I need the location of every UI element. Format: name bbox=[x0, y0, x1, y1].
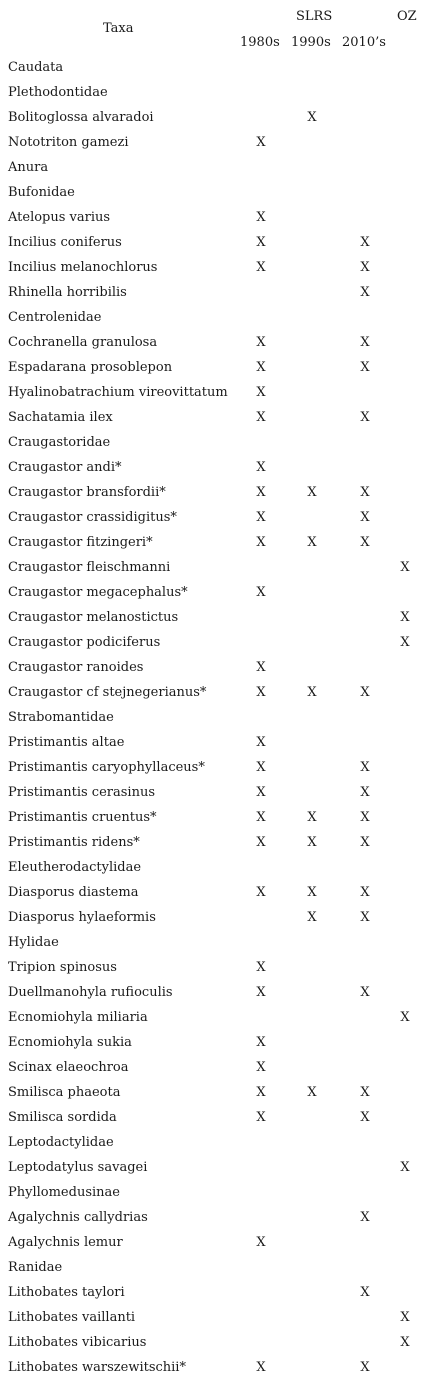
mark-2010s: X bbox=[360, 510, 370, 525]
mark-1980s: X bbox=[256, 460, 266, 475]
mark-1980s: X bbox=[256, 585, 266, 600]
taxon-name: Caudata bbox=[8, 60, 64, 75]
table-row bbox=[0, 605, 425, 630]
table-row bbox=[0, 1255, 425, 1280]
mark-1980s: X bbox=[256, 1110, 266, 1125]
taxa-table-body bbox=[0, 55, 425, 1380]
table-row bbox=[0, 155, 425, 180]
table-row bbox=[0, 905, 425, 930]
taxon-name: Leptodatylus savagei bbox=[8, 1160, 148, 1175]
taxon-name: Craugastor podiciferus bbox=[8, 635, 161, 650]
header-oz: OZ bbox=[397, 9, 417, 24]
mark-1980s: X bbox=[256, 1035, 266, 1050]
table-row bbox=[0, 555, 425, 580]
mark-1980s: X bbox=[256, 785, 266, 800]
table-row bbox=[0, 755, 425, 780]
taxon-name: Smilisca phaeota bbox=[8, 1085, 121, 1100]
taxon-name: Plethodontidae bbox=[8, 85, 108, 100]
mark-2010s: X bbox=[360, 885, 370, 900]
mark-2010s: X bbox=[360, 1285, 370, 1300]
taxon-name: Lithobates warszewitschii* bbox=[8, 1360, 186, 1375]
table-row bbox=[0, 55, 425, 80]
mark-1980s: X bbox=[256, 210, 266, 225]
mark-1980s: X bbox=[256, 485, 266, 500]
table-row bbox=[0, 230, 425, 255]
table-row bbox=[0, 780, 425, 805]
table-row bbox=[0, 655, 425, 680]
taxon-name: Phyllomedusinae bbox=[8, 1185, 120, 1200]
mark-1990s: X bbox=[307, 685, 317, 700]
table-row bbox=[0, 1155, 425, 1180]
mark-2010s: X bbox=[360, 910, 370, 925]
table-row bbox=[0, 805, 425, 830]
table-row bbox=[0, 730, 425, 755]
mark-oz: X bbox=[400, 560, 410, 575]
taxon-name: Leptodactylidae bbox=[8, 1135, 114, 1150]
table-row bbox=[0, 1080, 425, 1105]
mark-2010s: X bbox=[360, 410, 370, 425]
table-row bbox=[0, 105, 425, 130]
mark-1980s: X bbox=[256, 260, 266, 275]
table-row bbox=[0, 130, 425, 155]
table-header bbox=[0, 0, 425, 56]
table-row bbox=[0, 1230, 425, 1255]
taxon-name: Hyalinobatrachium vireovittatum bbox=[8, 385, 228, 400]
mark-1980s: X bbox=[256, 810, 266, 825]
taxon-name: Pristimantis cruentus* bbox=[8, 810, 157, 825]
taxon-name: Lithobates taylori bbox=[8, 1285, 125, 1300]
mark-2010s: X bbox=[360, 285, 370, 300]
mark-1990s: X bbox=[307, 1085, 317, 1100]
taxon-name: Diasporus diastema bbox=[8, 885, 139, 900]
table-row bbox=[0, 955, 425, 980]
mark-1980s: X bbox=[256, 835, 266, 850]
header-period-1990s: 1990s bbox=[291, 35, 331, 50]
table-row bbox=[0, 980, 425, 1005]
table-row bbox=[0, 1030, 425, 1055]
mark-1980s: X bbox=[256, 960, 266, 975]
table-row bbox=[0, 480, 425, 505]
mark-2010s: X bbox=[360, 760, 370, 775]
taxon-name: Agalychnis callydrias bbox=[8, 1210, 148, 1225]
mark-1990s: X bbox=[307, 535, 317, 550]
mark-1980s: X bbox=[256, 885, 266, 900]
mark-2010s: X bbox=[360, 810, 370, 825]
header-period-1980s: 1980s bbox=[240, 35, 280, 50]
taxon-name: Incilius melanochlorus bbox=[8, 260, 158, 275]
table-row bbox=[0, 580, 425, 605]
table-row bbox=[0, 355, 425, 380]
mark-2010s: X bbox=[360, 335, 370, 350]
taxon-name: Espadarana prosoblepon bbox=[8, 360, 173, 375]
table-row bbox=[0, 1280, 425, 1305]
table-row bbox=[0, 855, 425, 880]
taxon-name: Scinax elaeochroa bbox=[8, 1060, 129, 1075]
taxon-name: Craugastor fleischmanni bbox=[8, 560, 171, 575]
mark-2010s: X bbox=[360, 535, 370, 550]
table-row bbox=[0, 455, 425, 480]
table-row bbox=[0, 1205, 425, 1230]
table-row bbox=[0, 205, 425, 230]
table-row bbox=[0, 1330, 425, 1355]
taxon-name: Craugastor cf stejnegerianus* bbox=[8, 685, 207, 700]
mark-1980s: X bbox=[256, 135, 266, 150]
table-row bbox=[0, 1130, 425, 1155]
table-row bbox=[0, 880, 425, 905]
table-row bbox=[0, 505, 425, 530]
taxon-name: Eleutherodactylidae bbox=[8, 860, 142, 875]
mark-2010s: X bbox=[360, 1110, 370, 1125]
mark-1980s: X bbox=[256, 1235, 266, 1250]
mark-oz: X bbox=[400, 1010, 410, 1025]
taxon-name: Smilisca sordida bbox=[8, 1110, 117, 1125]
taxon-name: Craugastoridae bbox=[8, 435, 111, 450]
taxon-name: Lithobates vibicarius bbox=[8, 1335, 147, 1350]
taxon-name: Rhinella horribilis bbox=[8, 285, 127, 300]
mark-2010s: X bbox=[360, 785, 370, 800]
table-row bbox=[0, 680, 425, 705]
mark-2010s: X bbox=[360, 835, 370, 850]
mark-1980s: X bbox=[256, 985, 266, 1000]
mark-2010s: X bbox=[360, 1360, 370, 1375]
mark-1990s: X bbox=[307, 885, 317, 900]
taxon-name: Craugastor fitzingeri* bbox=[8, 535, 153, 550]
taxon-name: Duellmanohyla rufioculis bbox=[8, 985, 173, 1000]
table-row bbox=[0, 1005, 425, 1030]
taxon-name: Atelopus varius bbox=[8, 210, 111, 225]
taxon-name: Anura bbox=[8, 160, 49, 175]
mark-1980s: X bbox=[256, 410, 266, 425]
taxon-name: Ecnomiohyla sukia bbox=[8, 1035, 132, 1050]
table-row bbox=[0, 305, 425, 330]
mark-oz: X bbox=[400, 1160, 410, 1175]
taxon-name: Pristimantis altae bbox=[8, 735, 125, 750]
taxon-name: Tripion spinosus bbox=[8, 960, 117, 975]
mark-1980s: X bbox=[256, 335, 266, 350]
table-row bbox=[0, 1180, 425, 1205]
mark-1980s: X bbox=[256, 235, 266, 250]
mark-oz: X bbox=[400, 1335, 410, 1350]
taxon-name: Bufonidae bbox=[8, 185, 75, 200]
taxon-name: Ecnomiohyla miliaria bbox=[8, 1010, 148, 1025]
mark-1980s: X bbox=[256, 1060, 266, 1075]
table-row bbox=[0, 330, 425, 355]
table-row bbox=[0, 380, 425, 405]
taxon-name: Centrolenidae bbox=[8, 310, 102, 325]
mark-2010s: X bbox=[360, 1085, 370, 1100]
header-period-2010s: 2010’s bbox=[342, 35, 386, 50]
table-row bbox=[0, 705, 425, 730]
table-row bbox=[0, 1055, 425, 1080]
table-row bbox=[0, 930, 425, 955]
taxon-name: Hylidae bbox=[8, 935, 59, 950]
taxon-name: Diasporus hylaeformis bbox=[8, 910, 156, 925]
mark-1990s: X bbox=[307, 485, 317, 500]
table-row bbox=[0, 1105, 425, 1130]
table-row bbox=[0, 255, 425, 280]
taxon-name: Strabomantidae bbox=[8, 710, 114, 725]
mark-2010s: X bbox=[360, 235, 370, 250]
mark-1980s: X bbox=[256, 360, 266, 375]
table-row bbox=[0, 530, 425, 555]
taxon-name: Bolitoglossa alvaradoi bbox=[8, 110, 154, 125]
taxon-name: Agalychnis lemur bbox=[8, 1235, 123, 1250]
mark-oz: X bbox=[400, 635, 410, 650]
taxon-name: Nototriton gamezi bbox=[8, 135, 129, 150]
mark-1980s: X bbox=[256, 660, 266, 675]
taxon-name: Ranidae bbox=[8, 1260, 63, 1275]
mark-1980s: X bbox=[256, 1085, 266, 1100]
taxon-name: Pristimantis ridens* bbox=[8, 835, 140, 850]
mark-2010s: X bbox=[360, 485, 370, 500]
mark-2010s: X bbox=[360, 685, 370, 700]
mark-1980s: X bbox=[256, 535, 266, 550]
taxon-name: Lithobates vaillanti bbox=[8, 1310, 136, 1325]
table-row bbox=[0, 830, 425, 855]
taxon-name: Cochranella granulosa bbox=[8, 335, 158, 350]
taxon-name: Sachatamia ilex bbox=[8, 410, 113, 425]
mark-1980s: X bbox=[256, 760, 266, 775]
mark-1980s: X bbox=[256, 685, 266, 700]
taxon-name: Craugastor andi* bbox=[8, 460, 122, 475]
mark-2010s: X bbox=[360, 985, 370, 1000]
taxon-name: Incilius coniferus bbox=[8, 235, 122, 250]
table-row bbox=[0, 1305, 425, 1330]
table-row bbox=[0, 405, 425, 430]
mark-1980s: X bbox=[256, 1360, 266, 1375]
taxon-name: Craugastor ranoides bbox=[8, 660, 144, 675]
taxon-name: Craugastor megacephalus* bbox=[8, 585, 188, 600]
table-row bbox=[0, 80, 425, 105]
mark-1990s: X bbox=[307, 810, 317, 825]
mark-oz: X bbox=[400, 610, 410, 625]
taxon-name: Craugastor crassidigitus* bbox=[8, 510, 177, 525]
table-row bbox=[0, 430, 425, 455]
mark-2010s: X bbox=[360, 260, 370, 275]
taxon-name: Pristimantis cerasinus bbox=[8, 785, 155, 800]
mark-1990s: X bbox=[307, 835, 317, 850]
table-row bbox=[0, 1355, 425, 1380]
mark-1990s: X bbox=[307, 110, 317, 125]
table-row bbox=[0, 280, 425, 305]
mark-1980s: X bbox=[256, 510, 266, 525]
taxon-name: Pristimantis caryophyllaceus* bbox=[8, 760, 205, 775]
mark-2010s: X bbox=[360, 360, 370, 375]
mark-oz: X bbox=[400, 1310, 410, 1325]
taxon-name: Craugastor bransfordii* bbox=[8, 485, 166, 500]
mark-2010s: X bbox=[360, 1210, 370, 1225]
header-slrs: SLRS bbox=[296, 9, 333, 24]
taxon-name: Craugastor melanostictus bbox=[8, 610, 179, 625]
mark-1990s: X bbox=[307, 910, 317, 925]
mark-1980s: X bbox=[256, 385, 266, 400]
table-row bbox=[0, 180, 425, 205]
mark-1980s: X bbox=[256, 735, 266, 750]
table-row bbox=[0, 630, 425, 655]
header-taxa: Taxa bbox=[103, 21, 134, 36]
